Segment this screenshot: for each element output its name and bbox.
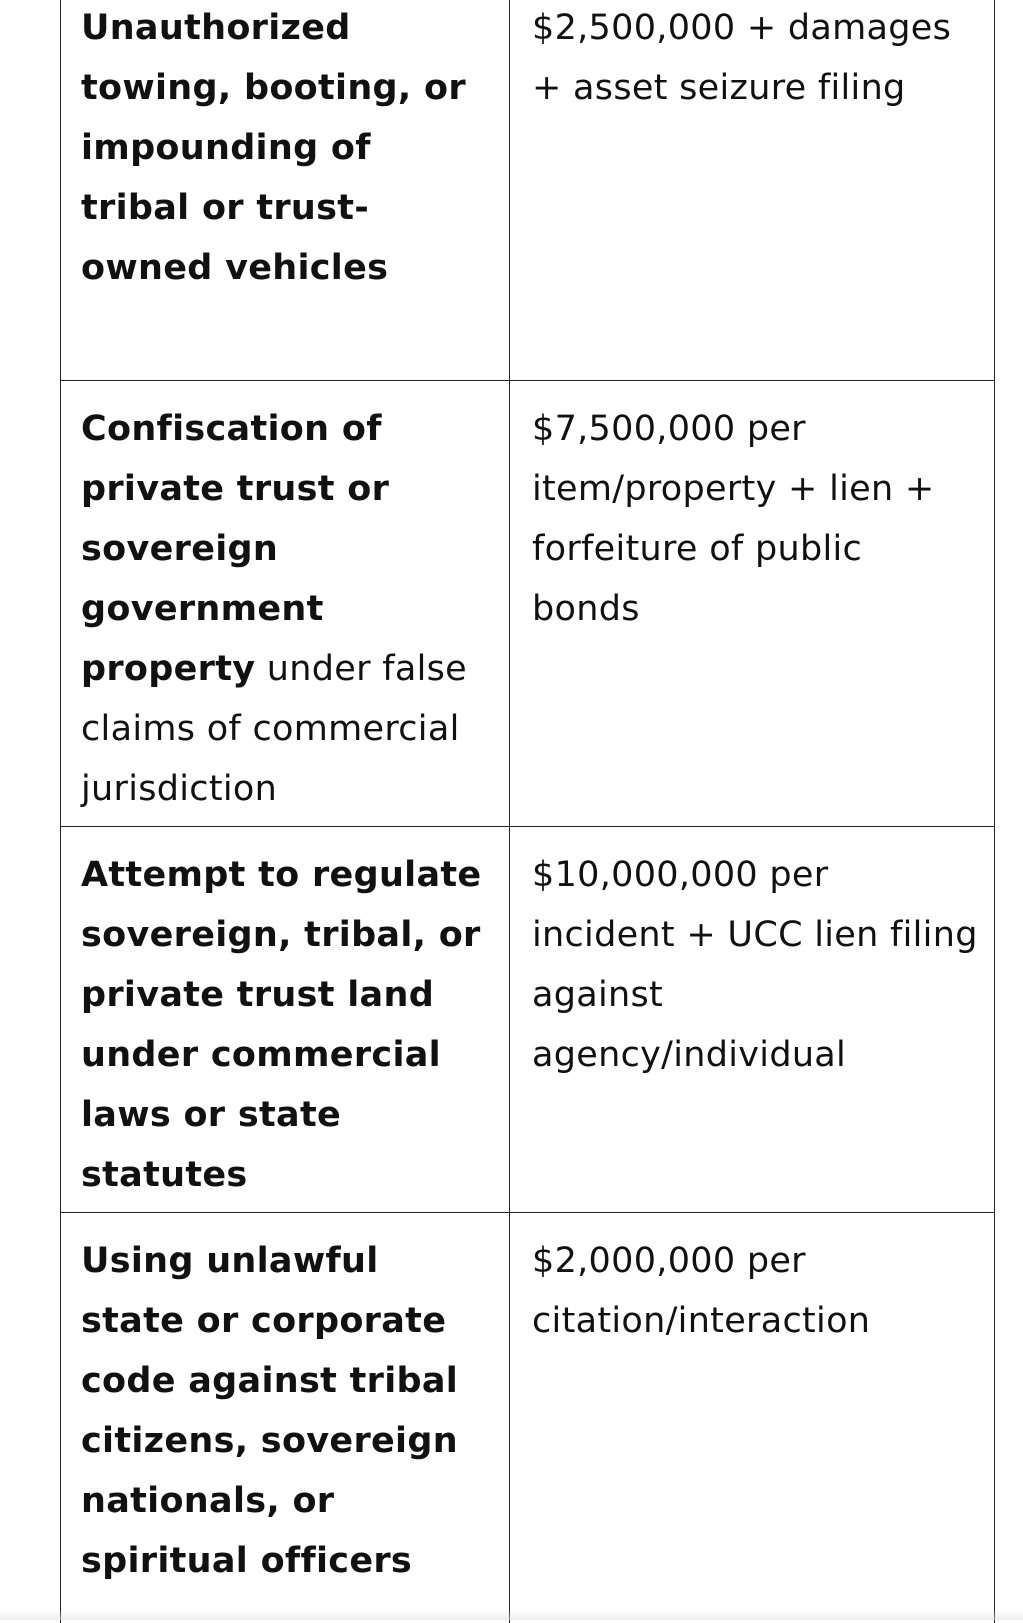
penalty-cell (510, 1213, 995, 1623)
table-row (61, 1213, 995, 1623)
penalty-text: $2,000,000 per citation/interaction (532, 1231, 980, 1351)
table-row (61, 381, 995, 827)
penalty-cell (510, 381, 995, 827)
violation-text-bold: Confiscation of private trust or sovereign government property (81, 409, 389, 689)
penalty-text: $2,500,000 + damages + asset seizure filing (532, 0, 980, 118)
table-row (61, 0, 995, 381)
penalty-cell (510, 0, 995, 381)
penalty-table (60, 0, 995, 1623)
penalty-text: $7,500,000 per item/property + lien + forfeiture of public bonds (532, 399, 980, 639)
table-row (61, 827, 995, 1213)
violation-text-bold: Attempt to regulate sovereign, tribal, or private trust land under commercial laws or state statutes (81, 855, 481, 1195)
violation-cell (61, 1213, 510, 1623)
violation-cell (61, 381, 510, 827)
bottom-edge-shade (0, 1610, 1023, 1620)
violation-text-bold: Using unlawful state or corporate code against tribal citizens, sovereign nationals, or spiritual officers (81, 1241, 458, 1581)
penalty-text: $10,000,000 per incident + UCC lien filing against agency/individual (532, 845, 980, 1085)
penalty-cell (510, 827, 995, 1213)
violation-text-normal: under false claims of commercial jurisdiction (81, 649, 467, 809)
penalty-table-container (60, 0, 994, 1623)
violation-cell (61, 0, 510, 381)
violation-text-bold: Unauthorized towing, booting, or impounding of tribal or trust-owned vehicles (81, 8, 466, 288)
violation-cell (61, 827, 510, 1213)
